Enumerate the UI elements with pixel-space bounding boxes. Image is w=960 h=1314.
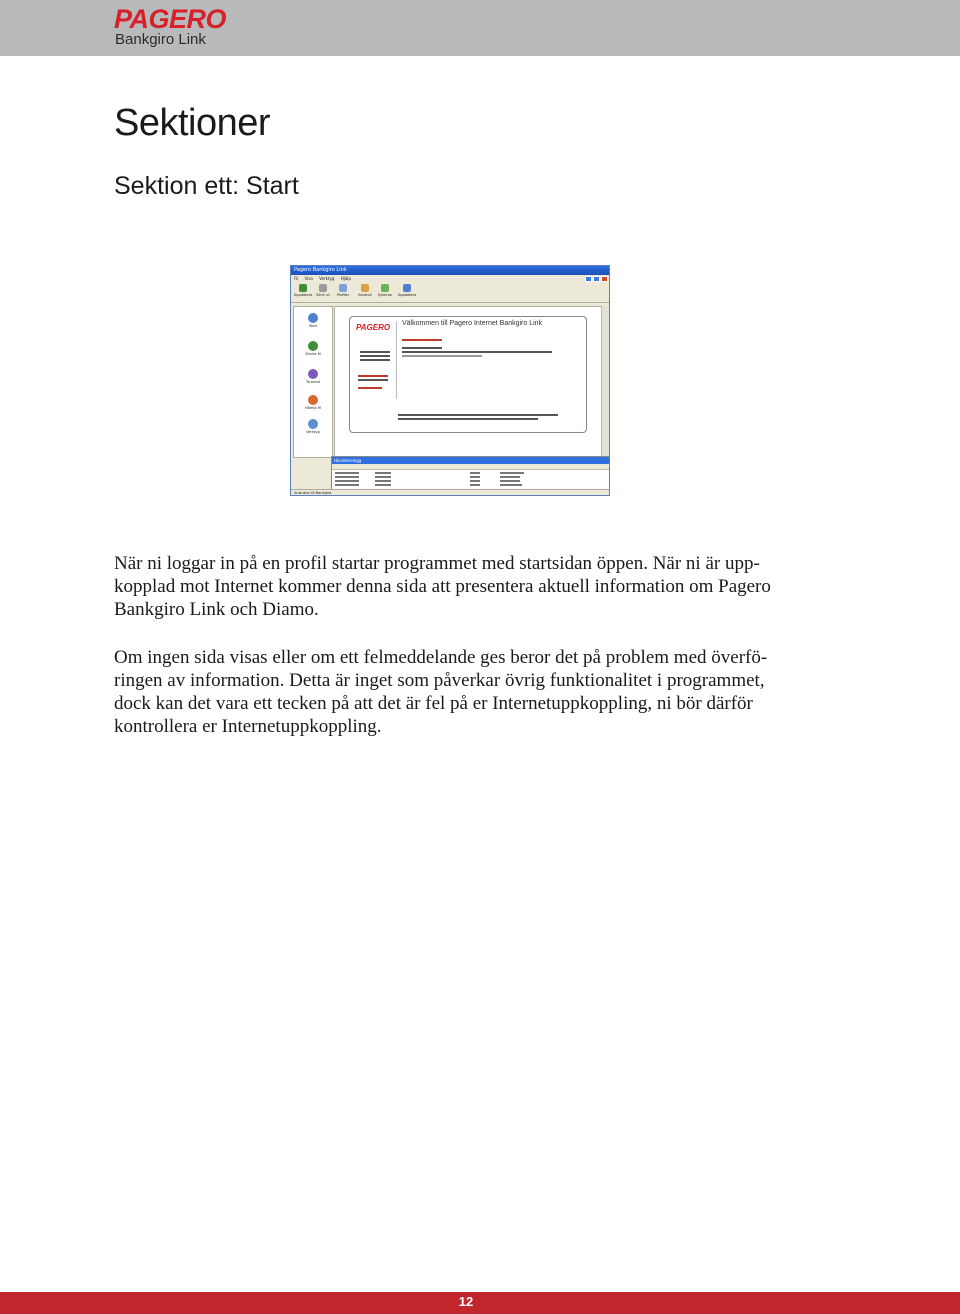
page-title: Sektioner xyxy=(114,102,271,144)
toolbar-button: Synkron xyxy=(375,284,395,297)
toolbar-button: Skriv ut xyxy=(313,284,333,297)
toolbar-button: Uppdatera xyxy=(397,284,417,297)
menu-item: Verktyg xyxy=(319,276,335,281)
card-text-line xyxy=(358,387,382,389)
toolbar-button: Profiler xyxy=(333,284,353,297)
page-number: 12 xyxy=(458,1294,474,1309)
sidebar-item: Verktyg xyxy=(303,419,323,434)
application-screenshot xyxy=(290,265,610,496)
screenshot-toolbar xyxy=(291,282,609,303)
sidebar-item: Ta emot xyxy=(303,369,323,384)
section-subtitle: Sektion ett: Start xyxy=(114,172,299,200)
card-text-line xyxy=(358,379,388,381)
pagero-logo: PAGERO xyxy=(114,4,227,34)
sidebar-item: Skicka fil xyxy=(303,341,323,356)
event-log-title: Händelselogg xyxy=(332,457,610,464)
card-logo: PAGERO xyxy=(356,323,391,332)
screenshot-menubar xyxy=(291,275,609,282)
card-text-line xyxy=(398,414,558,416)
card-text-line xyxy=(402,347,442,349)
body-paragraph: Om ingen sida visas eller om ett felmeddelande ges beror det på problem med överfö- ringen av information. Detta är inget som påverkar övrig funktionalitet i programmet, dock kan det vara ett tecken på att det är fel på er Internetuppkoppling, ni bör därför kontrollera er Internetuppkoppling. xyxy=(114,647,768,737)
event-log-panel xyxy=(331,456,610,492)
card-text-line xyxy=(358,375,388,377)
card-divider xyxy=(396,321,397,399)
menu-item: Fil xyxy=(294,276,299,281)
header-bar xyxy=(0,0,960,56)
card-heading: Välkommen till Pagero Internet Bankgiro Link xyxy=(402,320,543,327)
screenshot-sidebar xyxy=(293,306,333,458)
event-log-header xyxy=(332,464,610,470)
screenshot-scrollbar xyxy=(601,306,609,456)
card-text-line xyxy=(360,351,390,353)
menu-item: Visa xyxy=(304,276,313,281)
body-paragraph: När ni loggar in på en profil startar programmet med startsidan öppen. När ni är upp- kopplad mot Internet kommer denna sida att presentera aktuell information om Pagero Bankgiro Link och Diamo. xyxy=(114,553,771,620)
card-text-line xyxy=(402,351,552,353)
card-text-line xyxy=(398,418,538,420)
sidebar-item: Start xyxy=(303,313,323,328)
welcome-card xyxy=(349,316,587,433)
screenshot-statusbar: Anslutna till Bankgiro xyxy=(291,489,609,495)
toolbar-button: Kontroll xyxy=(355,284,375,297)
card-text-line xyxy=(360,355,390,357)
card-text-line xyxy=(360,359,390,361)
screenshot-content xyxy=(334,306,602,458)
card-text-line xyxy=(402,339,442,341)
product-name: Bankgiro Link xyxy=(115,31,206,48)
sidebar-item: Hämta fil xyxy=(303,395,323,410)
menu-item: Hjälp xyxy=(340,276,351,281)
toolbar-button: Uppdatera xyxy=(293,284,313,297)
card-text-line xyxy=(402,355,482,357)
screenshot-window-title: Pagero Bankgiro Link xyxy=(291,266,609,275)
